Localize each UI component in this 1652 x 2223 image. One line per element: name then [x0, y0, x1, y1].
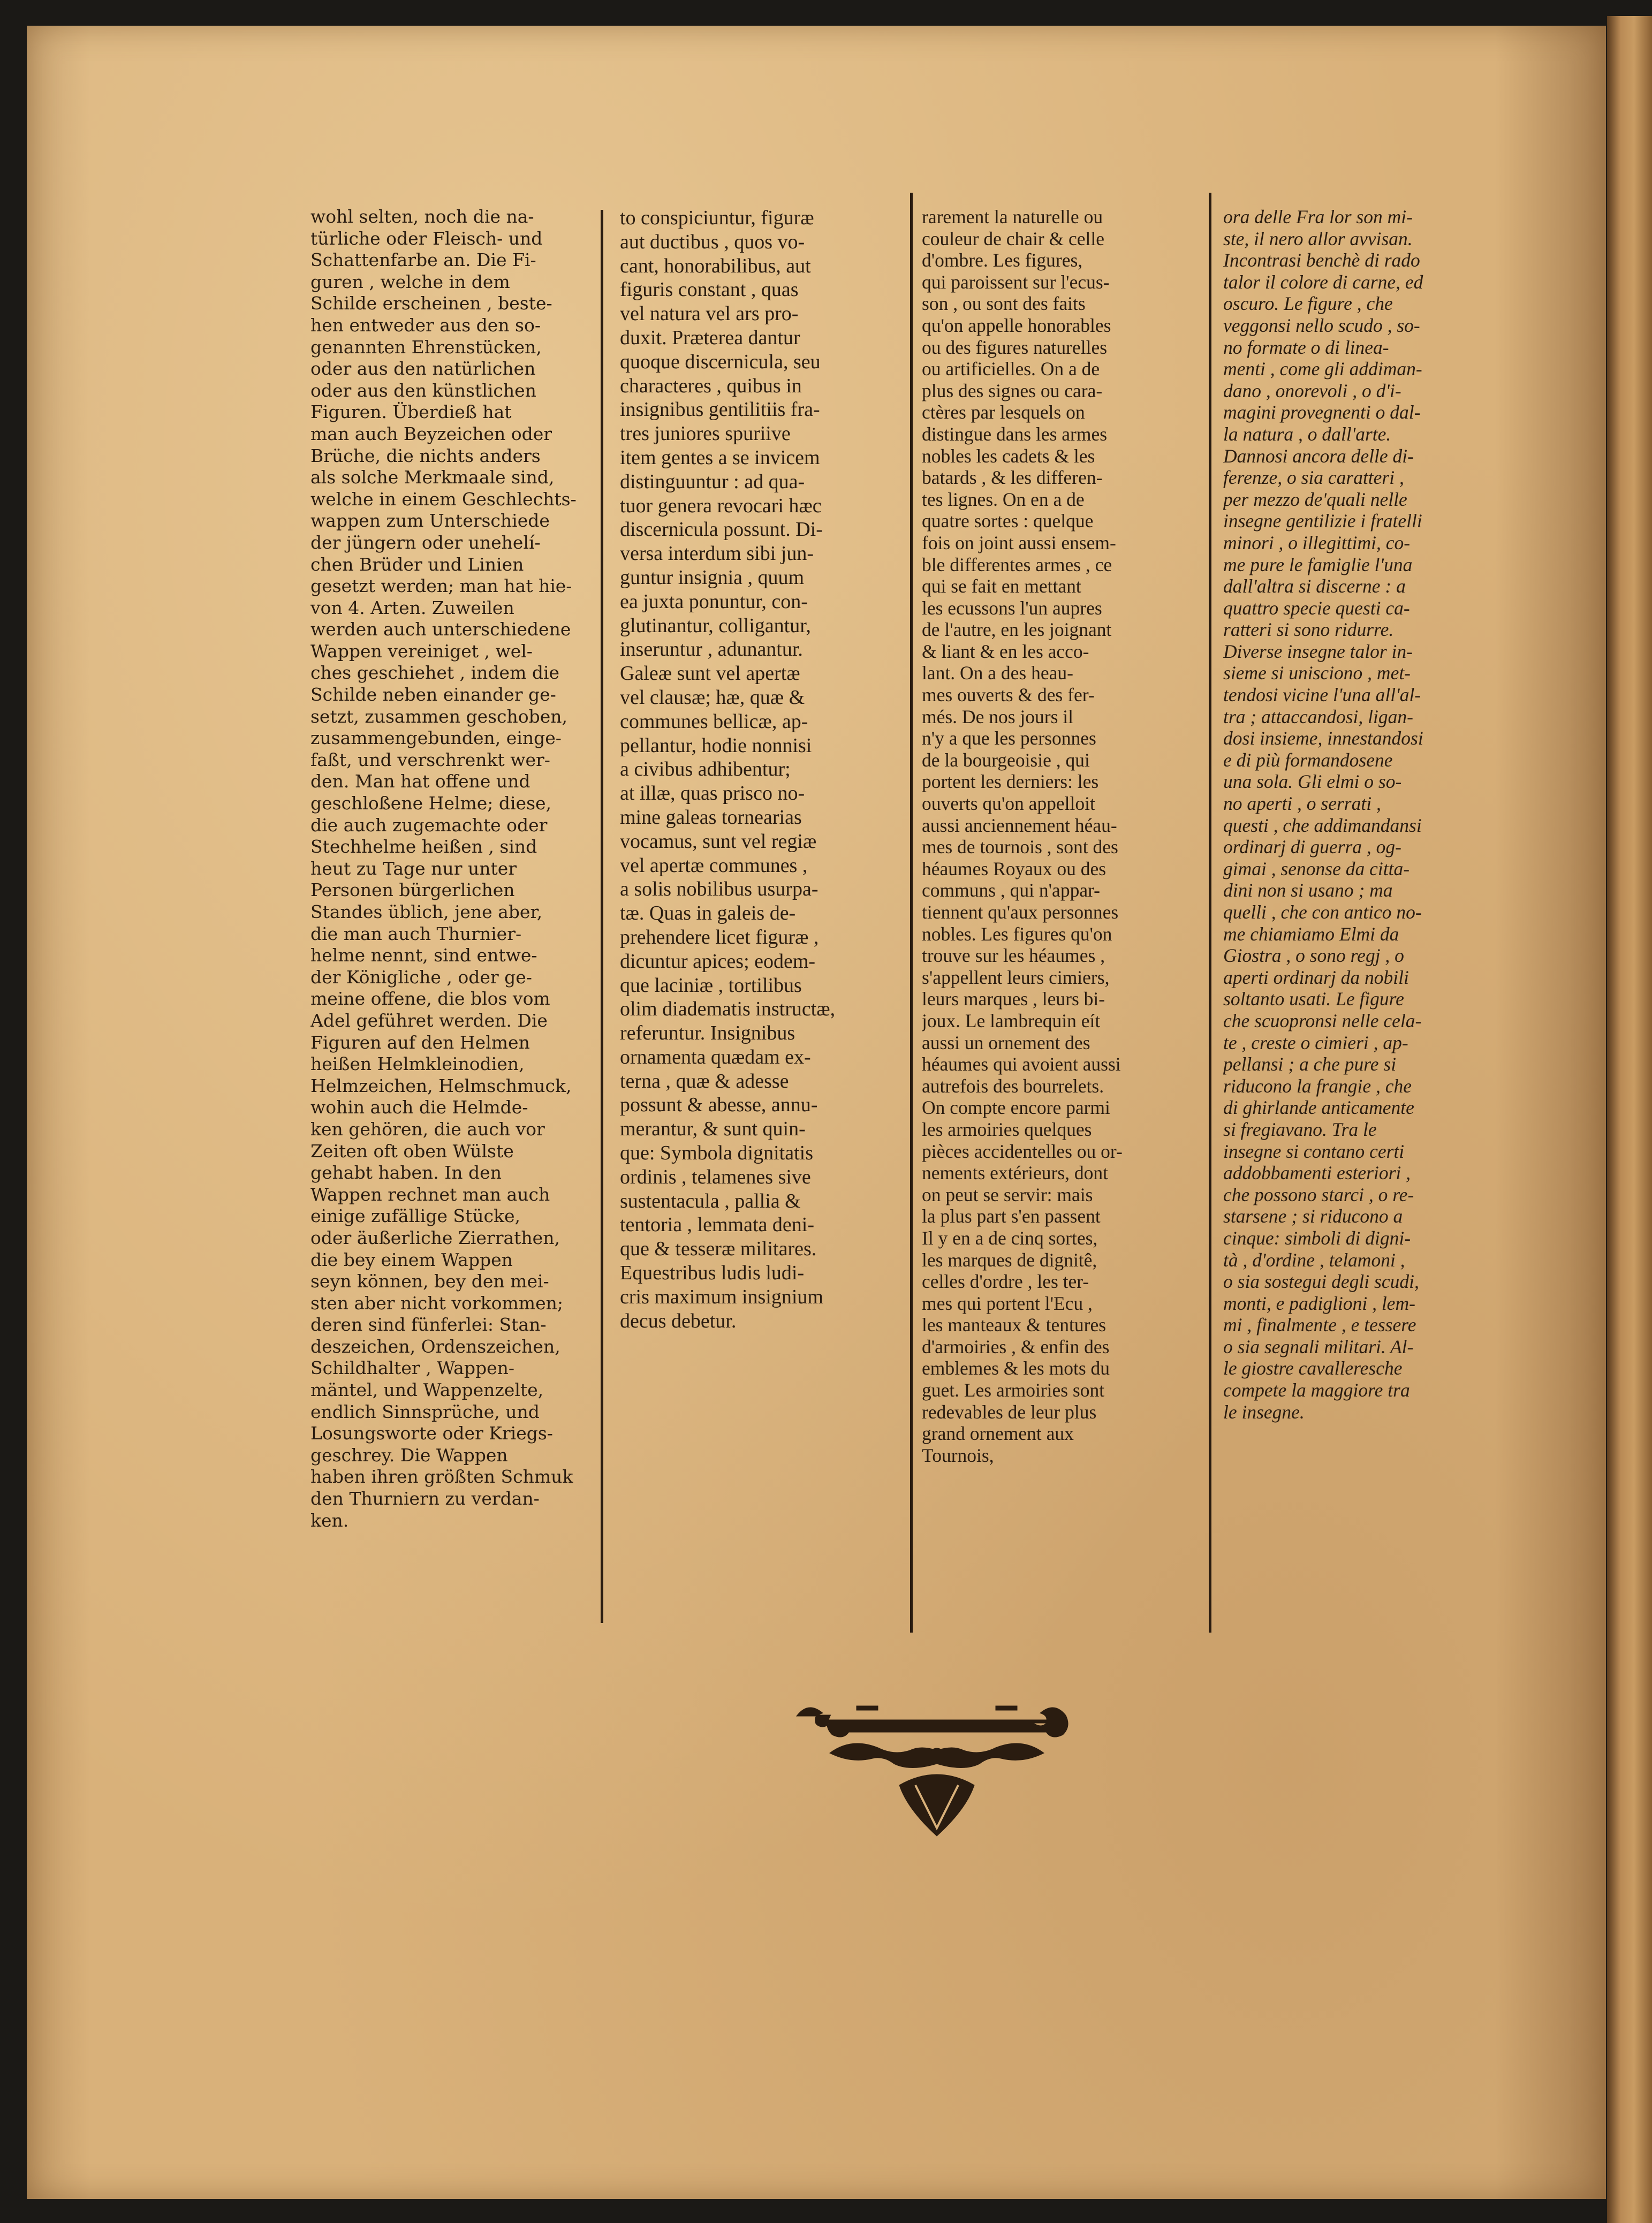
- column-rule: [1209, 193, 1211, 1633]
- next-page-edge: [1607, 16, 1652, 2223]
- column-rule: [910, 193, 913, 1633]
- latin-column: to conspiciuntur, figuræ aut ductibus , quos vo- cant, honorabilibus, aut figuris constant , quas vel natura vel ars pro- duxit. Præterea dantur quoque discernicula, seu characteres , quibus in insignibus gentilitiis fra- tres juniores spuriive item gentes a se invicem distinguuntur : ad qua- tuor genera revocari hæc discernicula possunt. Di- versa interdum sibi jun- guntur insignia , quum ea juxta ponuntur, con- glutinantur, colligantur, inseruntur , adunantur. Galeæ sunt vel apertæ vel clausæ; hæ, quæ & communes bellicæ, ap- pellantur, hodie nonnisi a civibus adhibentur; at illæ, quas prisco no- mine galeas tornearias vocamus, sunt vel regiæ vel apertæ communes , a solis nobilibus usurpa- tæ. Quas in galeis de- prehendere licet figuræ , dicuntur apices; eodem- que laciniæ , tortilibus olim diadematis instructæ, referuntur. Insignibus ornamenta quædam ex- terna , quæ & adesse possunt & abesse, annu- merantur, & sunt quin- que: Symbola dignitatis ordinis , telamenes sive sustentacula , pallia & tentoria , lemmata deni- que & tesseræ militares. Equestribus ludis ludi- cris maximum insignium decus debetur.: [620, 207, 836, 1332]
- column-rule: [601, 210, 603, 1623]
- german-column: wohl selten, noch die na- türliche oder Fleisch- und Schattenfarbe an. Die Fi- guren , welche in dem Schilde erscheinen , beste- hen entweder aus den so- genannten Ehrenstücken, oder aus den natürlichen oder aus den künstlichen Figuren. Überdieß hat man auch Beyzeichen oder Brüche, die nichts anders als solche Merkmaale sind, welche in einem Geschlechts- wappen zum Unterschiede der jüngern oder unehelí- chen Brüder und Linien gesetzt werden; man hat hie- von 4. Arten. Zuweilen werden auch unterschiedene Wappen vereiniget , wel- ches geschiehet , indem die Schilde neben einander ge- setzt, zusammen geschoben, zusammengebunden, einge- faßt, und verschrenkt wer- den. Man hat offene und geschloßene Helme; diese, die auch zugemachte oder Stechhelme heißen , sind heut zu Tage nur unter Personen bürgerlichen Standes üblich, jene aber, die man auch Thurnier- helme nennt, sind entwe- der Königliche , oder ge- meine offene, die blos vom Adel geführet werden. Die Figuren auf den Helmen heißen Helmkleinodien, Helmzeichen, Helmschmuck, wohin auch die Helmde- ken gehören, die auch vor Zeiten oft oben Wülste gehabt haben. In den Wappen rechnet man auch einige zufällige Stücke, oder äußerliche Zierrathen, die bey einem Wappen seyn können, bey den mei- sten aber nicht vorkommen; deren sind fünferlei: Stan- deszeichen, Ordenszeichen, Schildhalter , Wappen- mäntel, und Wappenzelte, endlich Sinnsprüche, und Losungsworte oder Kriegs- geschrey. Die Wappen haben ihren größten Schmuk den Thurniern zu verdan- ken.: [310, 206, 577, 1531]
- italian-column: ora delle Fra lor son mi- ste, il nero allor avvisan. Incontrasi benchè di rado talor il colore di carne, ed oscuro. Le figure , che veggonsi nello scudo , so- no formate o di linea- menti , come gli addiman- dano , onorevoli , o d'i- magini provegnenti o dal- la natura , o dall'arte. Dannosi ancora delle di- ferenze, o sia caratteri , per mezzo de'quali nelle insegne gentilizie i fratelli minori , o illegittimi, co- me pure le famiglie l'una dall'altra si discerne : a quattro specie questi ca- ratteri si sono ridurre. Diverse insegne talor in- sieme si unisciono , met- tendosi vicine l'una all'al- tra ; attaccandosi, ligan- dosi insieme, innestandosi e di più formandosene una sola. Gli elmi o so- no aperti , o serrati , questi , che addimandansi ordinarj di guerra , og- gimai , senonse da citta- dini non si usano ; ma quelli , che con antico no- me chiamiamo Elmi da Giostra , o sono regj , o aperti ordinarj da nobili soltanto usati. Le figure che scuopronsi nelle cela- te , creste o cimieri , ap- pellansi ; a che pure si riducono la frangie , che di ghirlande anticamente si fregiavano. Tra le insegne si contano certi addobbamenti esteriori , che possono starci , o re- starsene ; si riducono a cinque: simboli di digni- tà , d'ordine , telamoni , o sia sostegui degli scudi, monti, e padiglioni , lem- mi , finalmente , e tessere o sia segnali militari. Al- le giostre cavalleresche compete la maggiore tra le insegne.: [1223, 206, 1423, 1423]
- french-column: rarement la naturelle ou couleur de chair & celle d'ombre. Les figures, qui paroissent sur l'ecus- son , ou sont des faits qu'on appelle honorables ou des figures naturelles ou artificielles. On a de plus des signes ou cara- ctères par lesquels on distingue dans les armes nobles les cadets & les batards , & les differen- tes lignes. On en a de quatre sortes : quelque fois on joint aussi ensem- ble differentes armes , ce qui se fait en mettant les ecussons l'un aupres de l'autre, en les joignant & liant & en les acco- lant. On a des heau- mes ouverts & des fer- més. De nos jours il n'y a que les personnes de la bourgeoisie , qui portent les derniers: les ouverts qu'on appelloit aussi anciennement héau- mes de tournois , sont des héaumes Royaux ou des communs , qui n'appar- tiennent qu'aux personnes nobles. Les figures qu'on trouve sur les héaumes , s'appellent leurs cimiers, leurs marques , leurs bi- joux. Le lambrequin eít aussi un ornement des héaumes qui avoient aussi autrefois des bourrelets. On compte encore parmi les armoiries quelques pièces accidentelles ou or- nements extérieurs, dont on peut se servir: mais la plus part s'en passent Il y en a de cinq sortes, les marques de dignitê, celles d'ordre , les ter- mes qui portent l'Ecu , les manteaux & tentures d'armoiries , & enfin des emblemes & les mots du guet. Les armoiries sont redevables de leur plus grand ornement aux Tournois,: [922, 206, 1123, 1466]
- tailpiece-ornament: [792, 1694, 1081, 1844]
